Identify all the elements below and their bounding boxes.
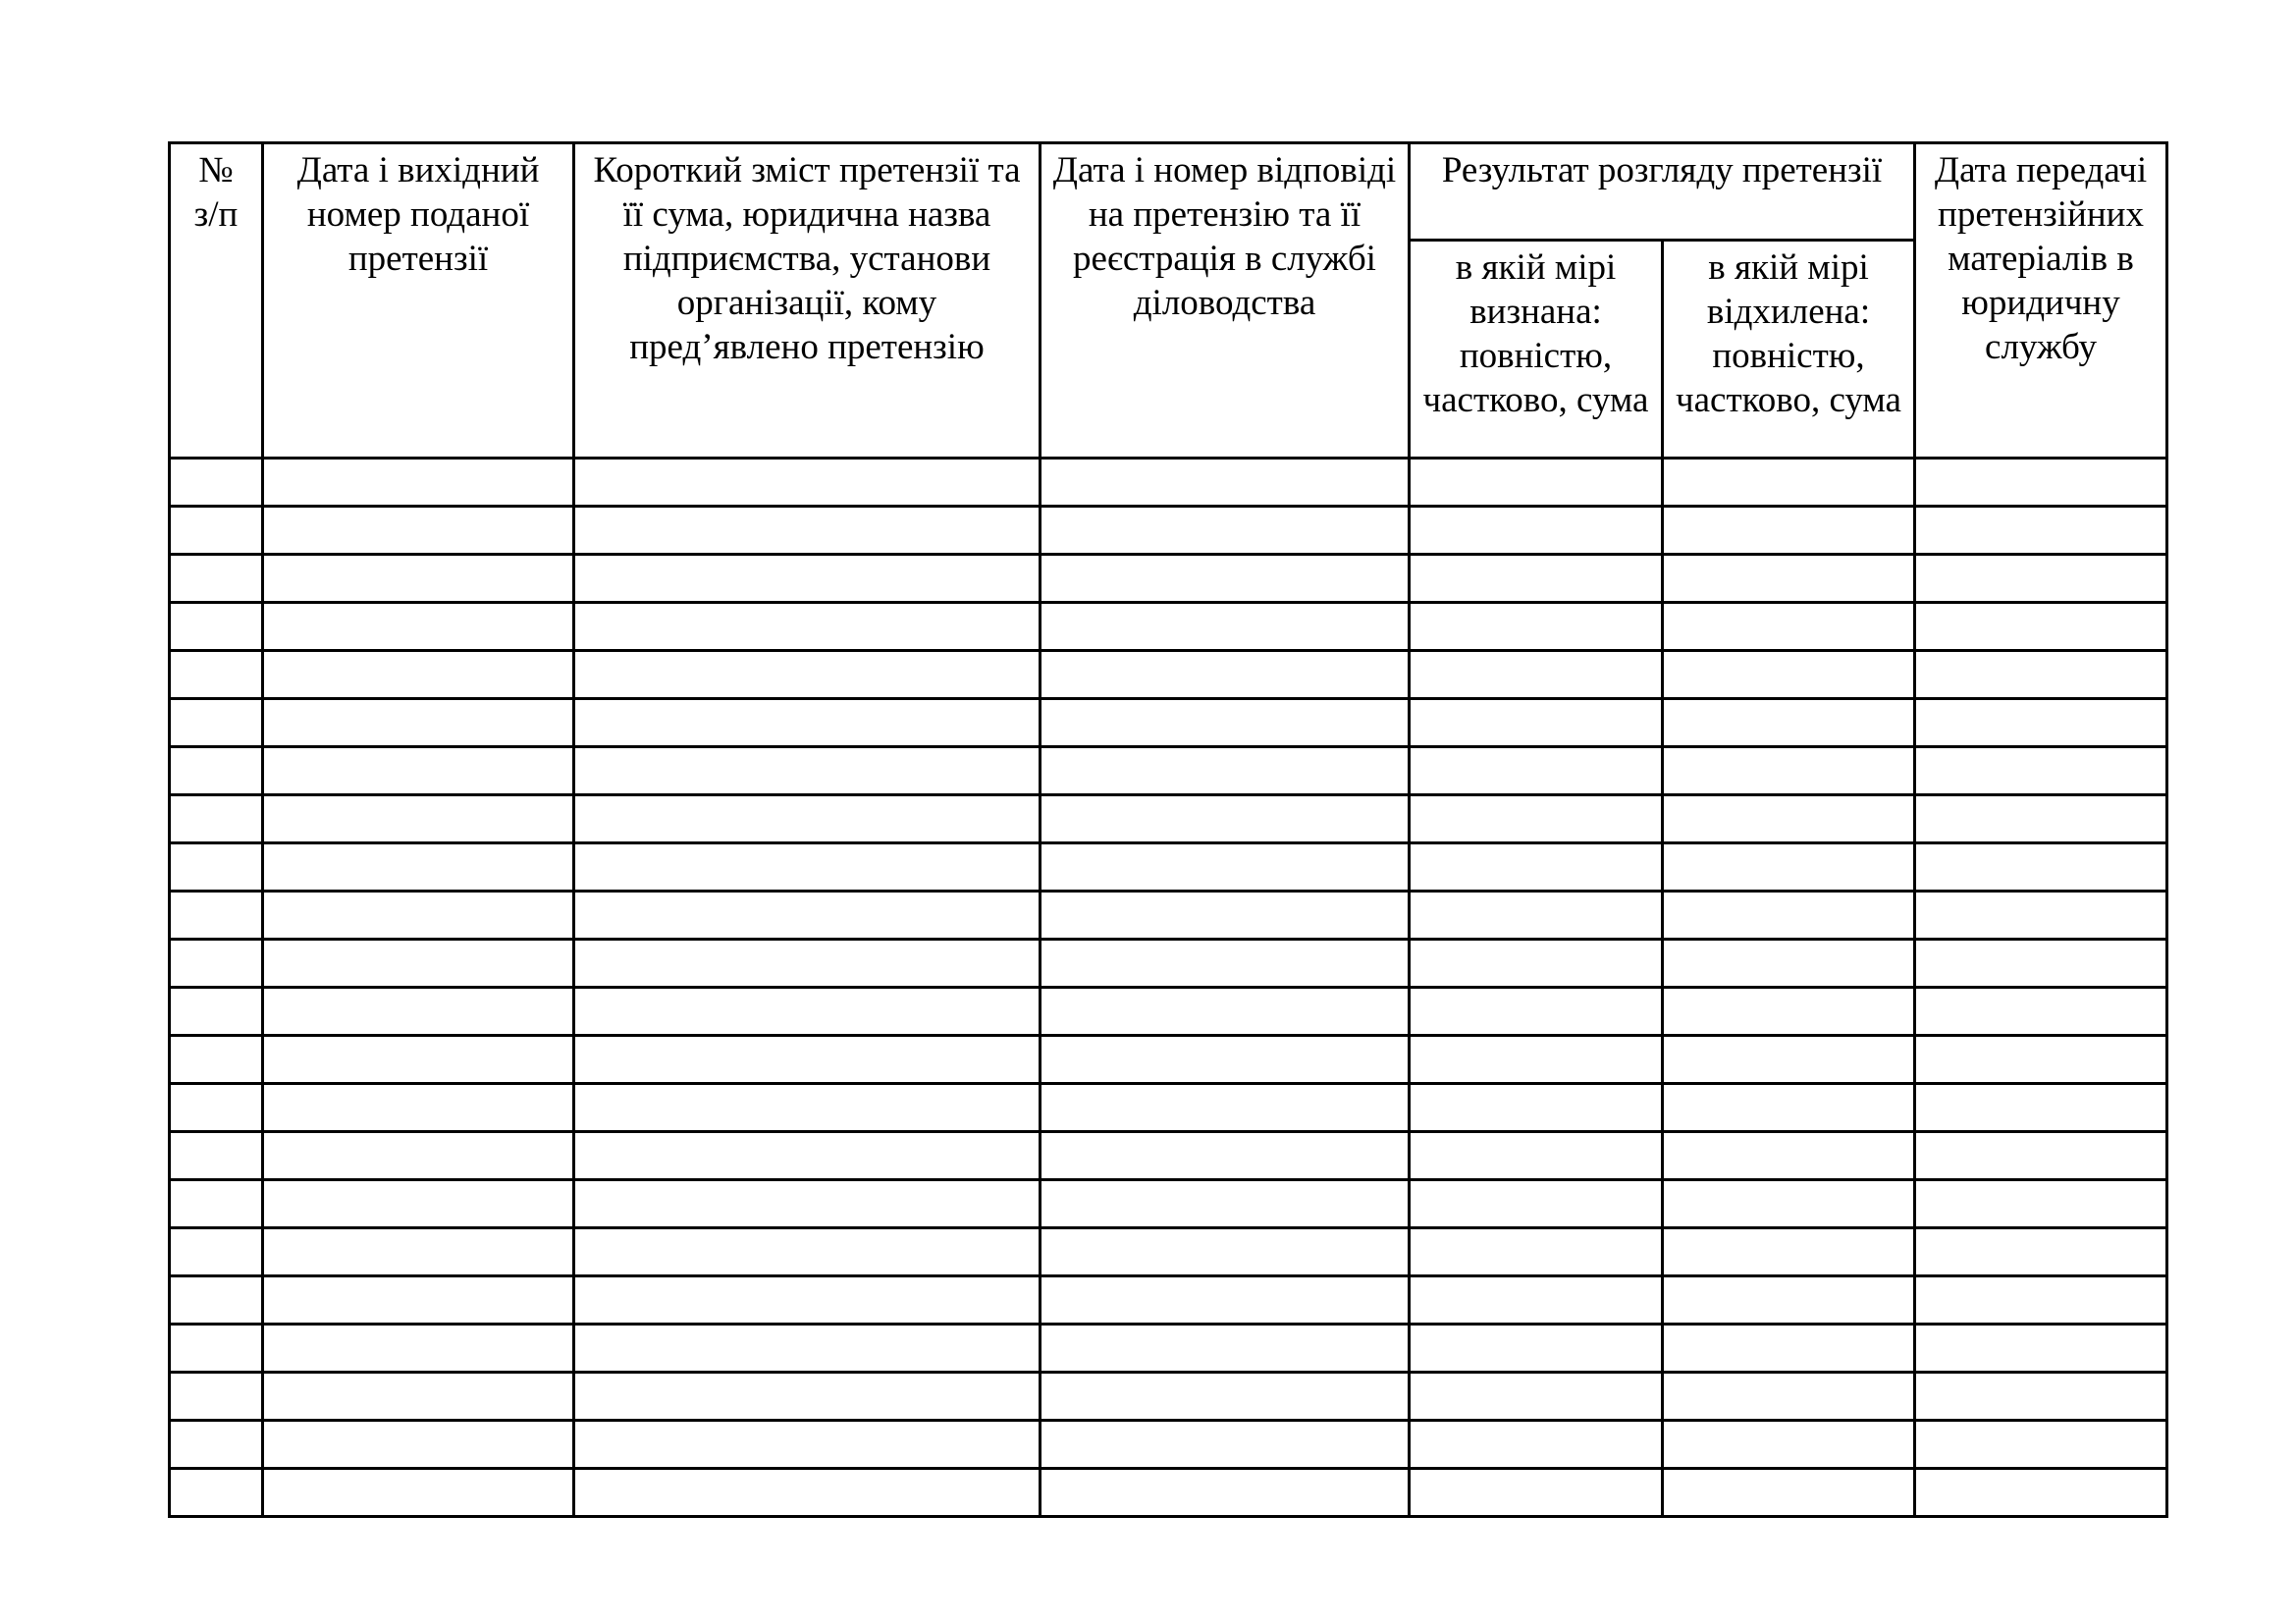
table-cell — [1041, 1421, 1410, 1469]
table-cell — [263, 507, 574, 555]
table-cell — [574, 892, 1041, 940]
header-number-text: № з/п — [193, 150, 239, 235]
table-cell — [574, 988, 1041, 1036]
table-cell — [263, 1421, 574, 1469]
table-cell — [170, 1276, 263, 1325]
table-cell — [263, 892, 574, 940]
table-cell — [1410, 843, 1663, 892]
table-cell — [1410, 1036, 1663, 1084]
table-cell — [170, 603, 263, 651]
table-cell — [1410, 1228, 1663, 1276]
table-cell — [1915, 1132, 2167, 1180]
table-cell — [170, 1421, 263, 1469]
table-cell — [1663, 1180, 1915, 1228]
table-cell — [170, 459, 263, 507]
table-row — [170, 1036, 2167, 1084]
table-cell — [1410, 988, 1663, 1036]
table-cell — [1915, 1180, 2167, 1228]
header-number — [170, 143, 263, 459]
table-cell — [1663, 843, 1915, 892]
table-cell — [170, 1469, 263, 1517]
table-row — [170, 843, 2167, 892]
table-cell — [263, 1180, 574, 1228]
table-row — [170, 1373, 2167, 1421]
table-cell — [574, 940, 1041, 988]
table-cell — [574, 1276, 1041, 1325]
table-cell — [170, 988, 263, 1036]
table-cell — [263, 651, 574, 699]
table-cell — [1663, 1228, 1915, 1276]
table-cell — [1041, 459, 1410, 507]
table-cell — [574, 1373, 1041, 1421]
table-cell — [1915, 555, 2167, 603]
table-cell — [1041, 651, 1410, 699]
table-row — [170, 988, 2167, 1036]
header-result-accepted — [1410, 241, 1663, 459]
table-cell — [1041, 988, 1410, 1036]
table-cell — [263, 1373, 574, 1421]
table-row — [170, 892, 2167, 940]
table-cell — [1915, 843, 2167, 892]
table-cell — [574, 507, 1041, 555]
table-cell — [263, 1036, 574, 1084]
table-cell — [574, 843, 1041, 892]
table-cell — [263, 1276, 574, 1325]
table-cell — [170, 843, 263, 892]
table-cell — [574, 1469, 1041, 1517]
header-result-accepted-text: в якій мірі визнана: повністю, частково, сума — [1422, 247, 1649, 420]
table-cell — [574, 651, 1041, 699]
table-cell — [1410, 892, 1663, 940]
table-cell — [1915, 651, 2167, 699]
table-cell — [1041, 747, 1410, 795]
table-cell — [574, 1421, 1041, 1469]
table-cell — [574, 1228, 1041, 1276]
table-cell — [1915, 459, 2167, 507]
table-cell — [1041, 1276, 1410, 1325]
table-cell — [1041, 1228, 1410, 1276]
table-cell — [574, 747, 1041, 795]
header-result-rejected — [1663, 241, 1915, 459]
table-cell — [1915, 699, 2167, 747]
table-cell — [263, 843, 574, 892]
header-date-number — [263, 143, 574, 459]
table-cell — [1410, 795, 1663, 843]
table-cell — [1041, 1084, 1410, 1132]
table-row — [170, 795, 2167, 843]
table-cell — [574, 795, 1041, 843]
table-cell — [1915, 795, 2167, 843]
table-cell — [170, 795, 263, 843]
table-row — [170, 507, 2167, 555]
table-row — [170, 1469, 2167, 1517]
table-cell — [263, 603, 574, 651]
table-cell — [574, 1325, 1041, 1373]
table-cell — [1410, 1469, 1663, 1517]
header-result — [1410, 143, 1915, 241]
table-row — [170, 555, 2167, 603]
table-cell — [1915, 603, 2167, 651]
table-cell — [1041, 892, 1410, 940]
table-cell — [1410, 1421, 1663, 1469]
table-cell — [263, 988, 574, 1036]
table-cell — [1663, 892, 1915, 940]
table-cell — [1410, 747, 1663, 795]
table-row — [170, 699, 2167, 747]
table-cell — [1041, 1180, 1410, 1228]
header-result-rejected-text: в якій мірі відхилена: повністю, частково, сума — [1676, 247, 1901, 420]
table-cell — [170, 1132, 263, 1180]
table-cell — [1410, 1325, 1663, 1373]
table-cell — [1663, 1084, 1915, 1132]
table-cell — [1663, 1469, 1915, 1517]
table-cell — [263, 1132, 574, 1180]
header-reply — [1041, 143, 1410, 459]
table-cell — [263, 1325, 574, 1373]
table-cell — [170, 892, 263, 940]
table-row — [170, 1180, 2167, 1228]
table-cell — [1915, 988, 2167, 1036]
table-cell — [263, 555, 574, 603]
table-cell — [1663, 555, 1915, 603]
table-cell — [170, 747, 263, 795]
table-row — [170, 1132, 2167, 1180]
header-reply-text: Дата і номер відповіді на претензію та її реєстрація в службі діловодства — [1052, 150, 1397, 323]
table-cell — [1915, 1469, 2167, 1517]
table-cell — [574, 1084, 1041, 1132]
table-cell — [1663, 1132, 1915, 1180]
table-cell — [1041, 1373, 1410, 1421]
header-result-text: Результат розгляду претензії — [1441, 150, 1883, 190]
table-cell — [170, 555, 263, 603]
table-cell — [170, 651, 263, 699]
claims-register-table — [168, 141, 2168, 1518]
table-row — [170, 1276, 2167, 1325]
table-cell — [1410, 1132, 1663, 1180]
header-summary-text: Короткий зміст претензії та її сума, юридична назва підприємства, установи організації, кому пред’явлено претензію — [593, 150, 1021, 367]
table-cell — [1915, 1276, 2167, 1325]
table-cell — [1041, 555, 1410, 603]
table-cell — [1915, 747, 2167, 795]
table-cell — [1663, 651, 1915, 699]
table-cell — [1663, 507, 1915, 555]
table-cell — [1041, 1325, 1410, 1373]
header-transfer — [1915, 143, 2167, 459]
table-cell — [1041, 1036, 1410, 1084]
header-transfer-text: Дата передачі претензійних матеріалів в юридичну службу — [1934, 150, 2148, 367]
table-cell — [1915, 1228, 2167, 1276]
table-cell — [1041, 940, 1410, 988]
table-cell — [1410, 940, 1663, 988]
table-cell — [574, 459, 1041, 507]
table-cell — [263, 699, 574, 747]
table-cell — [1915, 507, 2167, 555]
table-cell — [1041, 507, 1410, 555]
table-cell — [1410, 1373, 1663, 1421]
table-cell — [574, 603, 1041, 651]
table-cell — [170, 1325, 263, 1373]
table-cell — [574, 1180, 1041, 1228]
table-cell — [574, 1036, 1041, 1084]
table-cell — [1915, 1421, 2167, 1469]
table-cell — [1663, 1036, 1915, 1084]
table-cell — [263, 747, 574, 795]
table-cell — [1041, 1132, 1410, 1180]
table-cell — [1410, 459, 1663, 507]
table-cell — [1915, 1373, 2167, 1421]
header-date-number-text: Дата і вихідний номер поданої претензії — [296, 150, 540, 279]
table-cell — [170, 1036, 263, 1084]
table-cell — [1663, 795, 1915, 843]
table-cell — [1663, 603, 1915, 651]
table-cell — [1041, 843, 1410, 892]
table-cell — [1663, 1325, 1915, 1373]
table-cell — [1663, 988, 1915, 1036]
table-cell — [1915, 940, 2167, 988]
table-row — [170, 1325, 2167, 1373]
table-cell — [1663, 1421, 1915, 1469]
table-cell — [1915, 892, 2167, 940]
table-row — [170, 1421, 2167, 1469]
table-cell — [1041, 1469, 1410, 1517]
table-row — [170, 651, 2167, 699]
table-cell — [1410, 1084, 1663, 1132]
table-cell — [1663, 747, 1915, 795]
table-cell — [1410, 1276, 1663, 1325]
table-cell — [170, 1228, 263, 1276]
table-row — [170, 747, 2167, 795]
table-row — [170, 1228, 2167, 1276]
table-cell — [170, 1084, 263, 1132]
table-cell — [170, 940, 263, 988]
table-cell — [1915, 1084, 2167, 1132]
table-cell — [574, 555, 1041, 603]
table-cell — [1663, 1276, 1915, 1325]
table-cell — [1915, 1036, 2167, 1084]
table-cell — [1041, 795, 1410, 843]
header-summary — [574, 143, 1041, 459]
table-cell — [1663, 459, 1915, 507]
table-cell — [1915, 1325, 2167, 1373]
table-body — [170, 459, 2167, 1517]
table-cell — [263, 459, 574, 507]
table-cell — [1410, 507, 1663, 555]
table-cell — [1410, 651, 1663, 699]
table-cell — [170, 1180, 263, 1228]
table-cell — [263, 1228, 574, 1276]
table-cell — [1663, 699, 1915, 747]
table-cell — [263, 1469, 574, 1517]
table-cell — [170, 507, 263, 555]
table-row — [170, 1084, 2167, 1132]
table-cell — [1410, 1180, 1663, 1228]
table-cell — [1663, 1373, 1915, 1421]
table-cell — [170, 1373, 263, 1421]
table-row — [170, 459, 2167, 507]
table-row — [170, 940, 2167, 988]
table-cell — [263, 1084, 574, 1132]
table-row — [170, 603, 2167, 651]
table-cell — [574, 1132, 1041, 1180]
table-cell — [1041, 603, 1410, 651]
table-cell — [1663, 940, 1915, 988]
table-cell — [1410, 555, 1663, 603]
table-cell — [1041, 699, 1410, 747]
table-cell — [263, 795, 574, 843]
table-cell — [1410, 603, 1663, 651]
table-cell — [263, 940, 574, 988]
table-cell — [574, 699, 1041, 747]
table-cell — [1410, 699, 1663, 747]
table-cell — [170, 699, 263, 747]
